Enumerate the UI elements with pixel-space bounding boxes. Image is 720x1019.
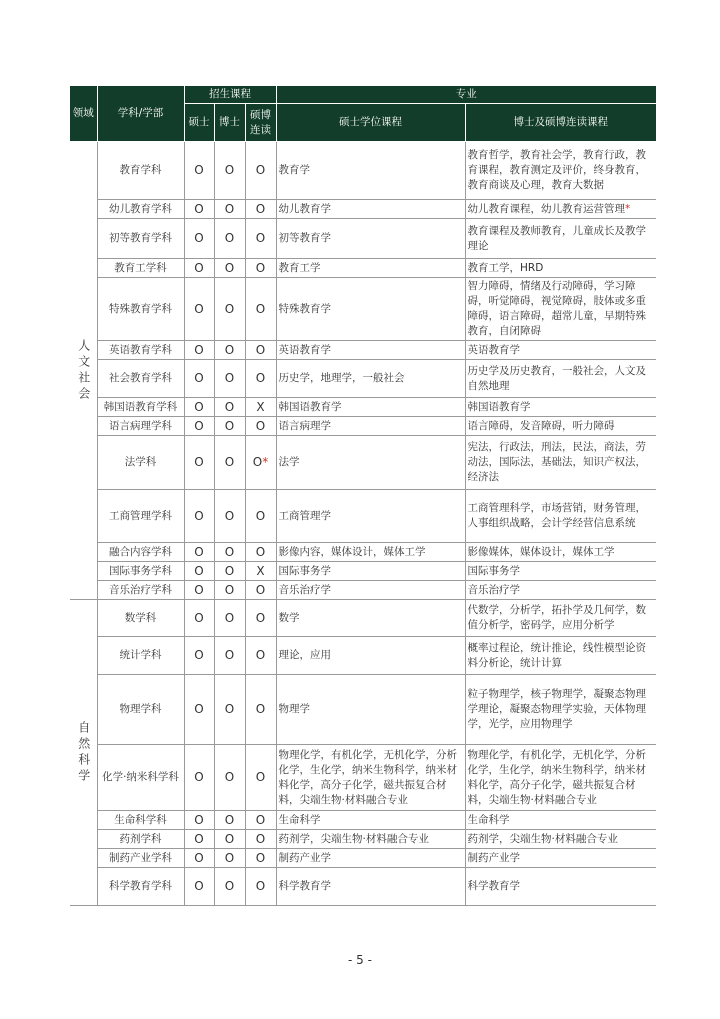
combined-mark	[245, 849, 276, 868]
master-course-cell: 教育工学	[276, 259, 465, 278]
master-course-cell: 科学教育学	[276, 868, 465, 906]
subject-cell: 语言病理学科	[97, 417, 184, 436]
table-row	[70, 811, 656, 830]
combined-mark-value: O	[255, 163, 266, 177]
doctor-course-cell	[465, 811, 656, 830]
doctor-course-text: 国际事务学	[467, 564, 521, 577]
subject-cell: 教育学科	[97, 142, 184, 200]
table-row	[70, 398, 656, 417]
doctor-course-text: 生命科学	[467, 813, 510, 826]
master-mark: O	[184, 745, 214, 811]
master-mark: O	[184, 417, 214, 436]
header-master: 硕士	[184, 104, 214, 142]
combined-mark	[245, 219, 276, 259]
master-mark: O	[184, 341, 214, 360]
subject-cell: 教育工学科	[97, 259, 184, 278]
doctor-course-cell	[465, 200, 656, 219]
table-row	[70, 341, 656, 360]
header-master-course: 硕士学位课程	[276, 104, 465, 142]
combined-mark	[245, 562, 276, 581]
table-row	[70, 219, 656, 259]
header-area: 领域	[70, 86, 97, 142]
master-course-cell: 特殊教育学	[276, 278, 465, 341]
doctor-course-text: 影像媒体，媒体设计，媒体工学	[467, 545, 615, 558]
table-row	[70, 360, 656, 398]
combined-mark-value: O	[255, 342, 266, 357]
doctor-course-cell	[465, 259, 656, 278]
combined-mark-value: O	[255, 231, 266, 245]
combined-mark-value: O	[255, 508, 266, 523]
footnote-star: *	[625, 202, 631, 215]
subject-cell: 工商管理学科	[97, 490, 184, 543]
master-mark: O	[184, 868, 214, 906]
master-mark: O	[184, 278, 214, 341]
header-combined: 硕博连读	[245, 104, 276, 142]
doctor-course-text: 科学教育学	[467, 880, 521, 892]
doctor-mark: O	[214, 830, 245, 849]
table-row	[70, 562, 656, 581]
doctor-course-text: 代数学，分析学，拓扑学及几何学，数值分析学，密码学，应用分析学	[467, 604, 647, 631]
subject-cell: 幼儿教育学科	[97, 200, 184, 219]
combined-mark	[245, 745, 276, 811]
table-row	[70, 259, 656, 278]
table-row	[70, 868, 656, 906]
subject-cell: 数学科	[97, 600, 184, 637]
combined-mark-value: O	[255, 260, 266, 275]
area-cell: 人文社会	[70, 142, 97, 600]
doctor-course-text: 教育哲学，教育社会学，教育行政，教育课程，教育测定及评价，终身教育，教育商谈及心理，教育大数据	[467, 149, 647, 191]
combined-mark-value: O	[255, 201, 266, 216]
doctor-mark: O	[214, 600, 245, 637]
doctor-mark: O	[214, 278, 245, 341]
master-mark: O	[184, 436, 214, 490]
master-mark: O	[184, 675, 214, 745]
master-mark: O	[184, 219, 214, 259]
table-body	[70, 142, 656, 906]
doctor-mark: O	[214, 811, 245, 830]
doctor-course-text: 教育工学，HRD	[467, 261, 544, 274]
subject-cell: 音乐治疗学科	[97, 581, 184, 600]
combined-mark-value: O	[255, 371, 266, 385]
combined-mark-value: O	[255, 418, 266, 433]
combined-mark	[245, 543, 276, 562]
area-cell: 自然科学	[70, 600, 97, 906]
header-doctor: 博士	[214, 104, 245, 142]
subject-cell: 统计学科	[97, 637, 184, 675]
master-course-cell: 法学	[276, 436, 465, 490]
master-course-cell: 音乐治疗学	[276, 581, 465, 600]
doctor-mark: O	[214, 868, 245, 906]
table-row	[70, 142, 656, 200]
doctor-course-text: 物理化学，有机化学，无机化学，分析化学，生化学，纳米生物科学，纳米材料化学，高分子化学，磁共振复合材料，尖端生物·材料融合专业	[467, 748, 647, 806]
table-row	[70, 436, 656, 490]
master-course-cell: 初等教育学	[276, 219, 465, 259]
doctor-course-text: 药剂学，尖端生物·材料融合专业	[467, 832, 618, 845]
doctor-course-text: 历史学及历史教育，一般社会，人文及自然地理	[467, 364, 647, 392]
combined-mark	[245, 417, 276, 436]
doctor-course-text: 粒子物理学，核子物理学，凝聚态物理学理论，凝聚态物理学实验，天体物理学，光学，应用物理学	[467, 688, 647, 730]
doctor-course-text: 智力障碍，情绪及行动障碍，学习障碍，听觉障碍，视觉障碍，肢体或多重障碍，语言障碍，超常儿童，早期特殊教育，自闭障碍	[467, 280, 647, 337]
doctor-course-text: 韩国语教育学	[467, 400, 531, 413]
doctor-course-text: 制药产业学	[467, 851, 521, 864]
combined-mark-value: X	[256, 399, 265, 414]
doctor-course-cell	[465, 600, 656, 637]
subject-cell: 社会教育学科	[97, 360, 184, 398]
table-row	[70, 745, 656, 811]
master-mark: O	[184, 562, 214, 581]
doctor-mark: O	[214, 417, 245, 436]
header-recruit: 招生课程	[184, 86, 276, 104]
doctor-course-cell	[465, 830, 656, 849]
combined-mark	[245, 581, 276, 600]
doctor-mark: O	[214, 360, 245, 398]
combined-mark	[245, 341, 276, 360]
subject-cell: 物理学科	[97, 675, 184, 745]
master-course-cell: 工商管理学	[276, 490, 465, 543]
doctor-course-cell	[465, 581, 656, 600]
doctor-course-cell	[465, 562, 656, 581]
combined-mark-value: O	[255, 648, 266, 662]
subject-cell: 初等教育学科	[97, 219, 184, 259]
header-major: 专业	[276, 86, 656, 104]
subject-cell: 韩国语教育学科	[97, 398, 184, 417]
doctor-course-cell	[465, 849, 656, 868]
doctor-course-text: 宪法，行政法，刑法，民法，商法，劳动法，国际法，基础法，知识产权法，经济法	[467, 441, 647, 483]
table-row	[70, 543, 656, 562]
combined-mark-value: O	[255, 544, 266, 559]
master-mark: O	[184, 200, 214, 219]
doctor-course-cell	[465, 219, 656, 259]
master-course-cell: 药剂学，尖端生物·材料融合专业	[276, 830, 465, 849]
table-row	[70, 675, 656, 745]
master-course-cell: 影像内容，媒体设计，媒体工学	[276, 543, 465, 562]
doctor-course-text: 工商管理科学，市场营销，财务管理，人事组织战略，会计学经营信息系统	[467, 502, 647, 529]
master-mark: O	[184, 543, 214, 562]
page-number: - 5 -	[348, 953, 372, 967]
master-course-cell: 教育学	[276, 142, 465, 200]
combined-mark	[245, 811, 276, 830]
combined-mark	[245, 600, 276, 637]
doctor-mark: O	[214, 200, 245, 219]
subject-cell: 特殊教育学科	[97, 278, 184, 341]
master-course-cell: 幼儿教育学	[276, 200, 465, 219]
master-mark: O	[184, 581, 214, 600]
master-mark: O	[184, 259, 214, 278]
doctor-course-text: 幼儿教育课程，幼儿教育运营管理	[467, 202, 626, 215]
combined-mark	[245, 637, 276, 675]
combined-mark-value: O	[255, 812, 266, 827]
subject-cell: 国际事务学科	[97, 562, 184, 581]
doctor-mark: O	[214, 142, 245, 200]
master-course-cell: 生命科学	[276, 811, 465, 830]
master-course-cell: 历史学，地理学，一般社会	[276, 360, 465, 398]
doctor-mark: O	[214, 637, 245, 675]
master-mark: O	[184, 849, 214, 868]
combined-mark-value: X	[256, 563, 265, 578]
doctor-course-text: 语言障碍，发音障碍，听力障碍	[467, 419, 615, 432]
combined-mark	[245, 278, 276, 341]
master-course-cell: 物理化学，有机化学，无机化学，分析化学，生化学，纳米生物科学，纳米材料化学，高分子化学，磁共振复合材料，尖端生物·材料融合专业	[276, 745, 465, 811]
table-row	[70, 200, 656, 219]
combined-mark	[245, 398, 276, 417]
doctor-course-cell	[465, 543, 656, 562]
subject-cell: 融合内容学科	[97, 543, 184, 562]
combined-mark	[245, 490, 276, 543]
master-course-cell: 韩国语教育学	[276, 398, 465, 417]
doctor-mark: O	[214, 581, 245, 600]
combined-mark	[245, 675, 276, 745]
master-course-cell: 英语教育学	[276, 341, 465, 360]
combined-mark-value: O	[255, 582, 266, 597]
doctor-mark: O	[214, 562, 245, 581]
doctor-course-cell	[465, 675, 656, 745]
doctor-course-cell	[465, 637, 656, 675]
master-mark: O	[184, 830, 214, 849]
doctor-course-cell	[465, 341, 656, 360]
master-mark: O	[184, 811, 214, 830]
footnote-star: *	[262, 455, 269, 469]
doctor-mark: O	[214, 259, 245, 278]
header-doctor-course: 博士及硕博连读课程	[465, 104, 656, 142]
doctor-mark: O	[214, 219, 245, 259]
doctor-course-cell	[465, 745, 656, 811]
combined-mark	[245, 360, 276, 398]
doctor-course-cell	[465, 360, 656, 398]
master-course-cell: 制药产业学	[276, 849, 465, 868]
doctor-course-text: 教育课程及教师教育，儿童成长及教学理论	[467, 224, 647, 252]
combined-mark	[245, 200, 276, 219]
master-course-cell: 数学	[276, 600, 465, 637]
combined-mark-value: O	[255, 610, 266, 625]
doctor-mark: O	[214, 849, 245, 868]
table-row	[70, 417, 656, 436]
doctor-mark: O	[214, 436, 245, 490]
table-row	[70, 278, 656, 341]
master-mark: O	[184, 490, 214, 543]
program-table	[70, 85, 656, 906]
table-row	[70, 581, 656, 600]
subject-cell: 法学科	[97, 436, 184, 490]
subject-cell: 制药产业学科	[97, 849, 184, 868]
combined-mark-value: O	[255, 850, 266, 865]
combined-mark-value: O	[252, 455, 263, 469]
combined-mark-value: O	[255, 770, 266, 784]
doctor-mark: O	[214, 675, 245, 745]
doctor-course-cell	[465, 417, 656, 436]
master-mark: O	[184, 360, 214, 398]
combined-mark	[245, 830, 276, 849]
subject-cell: 科学教育学科	[97, 868, 184, 906]
doctor-course-text: 概率过程论，统计推论，线性模型论资料分析论，统计计算	[467, 641, 647, 669]
doctor-mark: O	[214, 490, 245, 543]
master-mark: O	[184, 637, 214, 675]
table-row	[70, 600, 656, 637]
combined-mark	[245, 436, 276, 490]
doctor-mark: O	[214, 745, 245, 811]
master-mark: O	[184, 398, 214, 417]
doctor-course-cell	[465, 490, 656, 543]
subject-cell: 英语教育学科	[97, 341, 184, 360]
subject-cell: 生命科学科	[97, 811, 184, 830]
doctor-course-text: 音乐治疗学	[467, 583, 521, 596]
master-mark: O	[184, 142, 214, 200]
table-row	[70, 490, 656, 543]
doctor-course-text: 英语教育学	[467, 343, 521, 356]
combined-mark	[245, 142, 276, 200]
header-subject: 学科/学部	[97, 86, 184, 142]
subject-cell: 化学·纳米科学科	[97, 745, 184, 811]
master-course-cell: 国际事务学	[276, 562, 465, 581]
combined-mark-value: O	[255, 879, 266, 893]
master-course-cell: 理论，应用	[276, 637, 465, 675]
doctor-mark: O	[214, 398, 245, 417]
combined-mark-value: O	[255, 702, 266, 716]
doctor-course-cell	[465, 278, 656, 341]
combined-mark	[245, 868, 276, 906]
combined-mark-value: O	[255, 831, 266, 846]
subject-cell: 药剂学科	[97, 830, 184, 849]
master-course-cell: 语言病理学	[276, 417, 465, 436]
combined-mark	[245, 259, 276, 278]
master-mark: O	[184, 600, 214, 637]
table-row	[70, 849, 656, 868]
combined-mark-value: O	[255, 301, 266, 316]
table-row	[70, 637, 656, 675]
doctor-mark: O	[214, 341, 245, 360]
doctor-course-cell	[465, 868, 656, 906]
doctor-mark: O	[214, 543, 245, 562]
doctor-course-cell	[465, 398, 656, 417]
table-row	[70, 830, 656, 849]
master-course-cell: 物理学	[276, 675, 465, 745]
doctor-course-cell	[465, 436, 656, 490]
doctor-course-cell	[465, 142, 656, 200]
